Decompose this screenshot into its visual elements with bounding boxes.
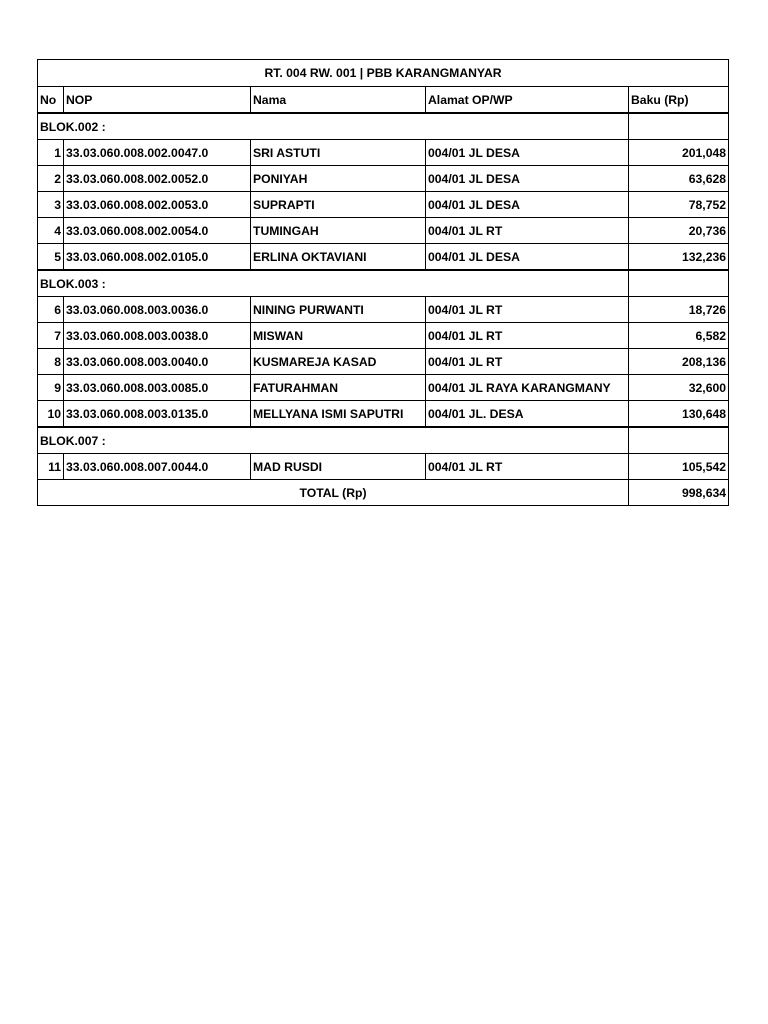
row-nop: 33.03.060.008.003.0135.0 bbox=[64, 401, 251, 428]
row-nama: PONIYAH bbox=[251, 166, 426, 192]
row-nop: 33.03.060.008.002.0105.0 bbox=[64, 244, 251, 271]
row-no: 3 bbox=[38, 192, 64, 218]
total-value: 998,634 bbox=[629, 480, 729, 506]
row-nop: 33.03.060.008.002.0052.0 bbox=[64, 166, 251, 192]
row-baku: 20,736 bbox=[629, 218, 729, 244]
row-alamat: 004/01 JL RT bbox=[426, 349, 629, 375]
row-baku: 18,726 bbox=[629, 297, 729, 323]
row-nama: MISWAN bbox=[251, 323, 426, 349]
row-nama: TUMINGAH bbox=[251, 218, 426, 244]
blok-group-row bbox=[38, 113, 729, 140]
row-nop: 33.03.060.008.003.0040.0 bbox=[64, 349, 251, 375]
row-alamat: 004/01 JL DESA bbox=[426, 244, 629, 271]
row-baku: 132,236 bbox=[629, 244, 729, 271]
row-no: 10 bbox=[38, 401, 64, 428]
row-baku: 130,648 bbox=[629, 401, 729, 428]
table-row bbox=[38, 166, 729, 192]
row-baku: 32,600 bbox=[629, 375, 729, 401]
row-nop: 33.03.060.008.002.0054.0 bbox=[64, 218, 251, 244]
header-alamat: Alamat OP/WP bbox=[426, 87, 629, 114]
row-no: 5 bbox=[38, 244, 64, 271]
row-no: 1 bbox=[38, 140, 64, 166]
row-nama: SUPRAPTI bbox=[251, 192, 426, 218]
header-baku: Baku (Rp) bbox=[629, 87, 729, 114]
table-body bbox=[38, 60, 729, 506]
pbb-table bbox=[37, 59, 729, 506]
table-title: RT. 004 RW. 001 | PBB KARANGMANYAR bbox=[38, 60, 729, 87]
row-alamat: 004/01 JL RAYA KARANGMANY bbox=[426, 375, 629, 401]
row-no: 6 bbox=[38, 297, 64, 323]
row-nop: 33.03.060.008.003.0085.0 bbox=[64, 375, 251, 401]
row-no: 4 bbox=[38, 218, 64, 244]
row-no: 8 bbox=[38, 349, 64, 375]
row-baku: 201,048 bbox=[629, 140, 729, 166]
blok-group-row bbox=[38, 427, 729, 454]
header-nama: Nama bbox=[251, 87, 426, 114]
blok-label: BLOK.007 : bbox=[38, 427, 629, 454]
row-no: 11 bbox=[38, 454, 64, 480]
table-row bbox=[38, 454, 729, 480]
table-row bbox=[38, 401, 729, 428]
row-no: 2 bbox=[38, 166, 64, 192]
blok-empty-cell bbox=[629, 270, 729, 297]
row-nop: 33.03.060.008.003.0036.0 bbox=[64, 297, 251, 323]
row-nama: MELLYANA ISMI SAPUTRI bbox=[251, 401, 426, 428]
row-baku: 6,582 bbox=[629, 323, 729, 349]
blok-label: BLOK.003 : bbox=[38, 270, 629, 297]
header-row bbox=[38, 87, 729, 114]
row-nama: KUSMAREJA KASAD bbox=[251, 349, 426, 375]
row-nama: NINING PURWANTI bbox=[251, 297, 426, 323]
table-row bbox=[38, 297, 729, 323]
table-row bbox=[38, 140, 729, 166]
row-alamat: 004/01 JL DESA bbox=[426, 192, 629, 218]
row-no: 7 bbox=[38, 323, 64, 349]
title-row bbox=[38, 60, 729, 87]
blok-empty-cell bbox=[629, 427, 729, 454]
row-alamat: 004/01 JL DESA bbox=[426, 140, 629, 166]
row-alamat: 004/01 JL RT bbox=[426, 297, 629, 323]
row-nop: 33.03.060.008.003.0038.0 bbox=[64, 323, 251, 349]
row-baku: 78,752 bbox=[629, 192, 729, 218]
table-row bbox=[38, 192, 729, 218]
blok-label: BLOK.002 : bbox=[38, 113, 629, 140]
row-nama: FATURAHMAN bbox=[251, 375, 426, 401]
row-alamat: 004/01 JL RT bbox=[426, 218, 629, 244]
header-nop: NOP bbox=[64, 87, 251, 114]
row-nama: SRI ASTUTI bbox=[251, 140, 426, 166]
row-nama: MAD RUSDI bbox=[251, 454, 426, 480]
row-alamat: 004/01 JL RT bbox=[426, 454, 629, 480]
total-label: TOTAL (Rp) bbox=[38, 480, 629, 506]
row-nop: 33.03.060.008.007.0044.0 bbox=[64, 454, 251, 480]
blok-empty-cell bbox=[629, 113, 729, 140]
row-nop: 33.03.060.008.002.0047.0 bbox=[64, 140, 251, 166]
table-row bbox=[38, 375, 729, 401]
header-no: No bbox=[38, 87, 64, 114]
table-row bbox=[38, 218, 729, 244]
row-no: 9 bbox=[38, 375, 64, 401]
row-alamat: 004/01 JL RT bbox=[426, 323, 629, 349]
row-baku: 63,628 bbox=[629, 166, 729, 192]
row-alamat: 004/01 JL. DESA bbox=[426, 401, 629, 428]
total-row bbox=[38, 480, 729, 506]
row-nop: 33.03.060.008.002.0053.0 bbox=[64, 192, 251, 218]
blok-group-row bbox=[38, 270, 729, 297]
row-nama: ERLINA OKTAVIANI bbox=[251, 244, 426, 271]
row-alamat: 004/01 JL DESA bbox=[426, 166, 629, 192]
table-row bbox=[38, 244, 729, 271]
row-baku: 105,542 bbox=[629, 454, 729, 480]
table-row bbox=[38, 323, 729, 349]
table-row bbox=[38, 349, 729, 375]
row-baku: 208,136 bbox=[629, 349, 729, 375]
